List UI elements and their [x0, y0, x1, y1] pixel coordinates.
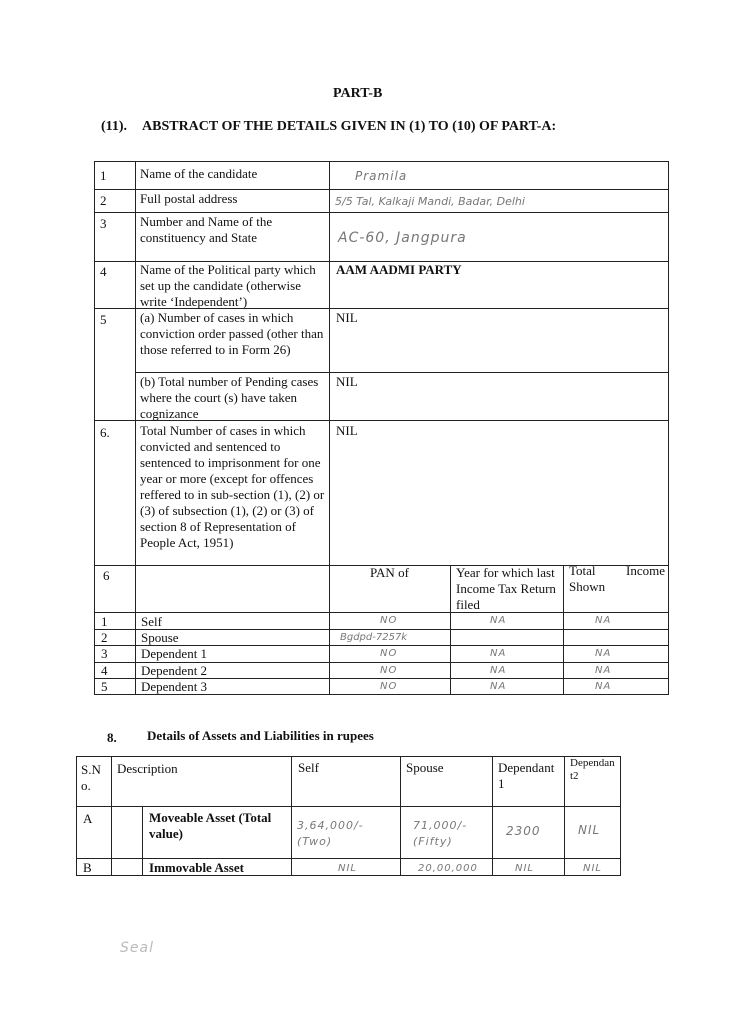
spouse-header: Spouse	[406, 760, 444, 775]
pan-value: NO	[380, 648, 398, 659]
total-income-header: Total Income Shown	[569, 563, 665, 594]
row-label: Spouse	[141, 630, 179, 645]
row-value-handwritten: AC-60, Jangpura	[338, 230, 467, 246]
row-value: NIL	[336, 310, 358, 325]
dependant1-header: Dependant 1	[498, 760, 555, 791]
sno-header: S.No.	[81, 762, 101, 793]
row-label: (b) Total number of Pending cases where the court (s) have taken cognizance	[140, 374, 319, 421]
asset-description: Moveable Asset (Total value)	[149, 810, 272, 841]
section-title: ABSTRACT OF THE DETAILS GIVEN IN (1) TO (10) OF PART-A:	[142, 119, 557, 134]
row-label: Dependent 2	[141, 663, 208, 678]
part-heading: PART-B	[333, 86, 383, 101]
row-number: 1	[100, 168, 107, 183]
row-label: Full postal address	[140, 191, 238, 206]
pan-header: PAN of	[370, 565, 409, 580]
pan-value: NO	[380, 681, 398, 692]
section-number: (11).	[101, 119, 128, 134]
itr-year-value: NA	[490, 665, 507, 676]
row-number: 2	[101, 630, 108, 645]
row-number: 1	[101, 614, 108, 629]
asset-spouse: 20,00,000	[418, 863, 478, 874]
total-income-value: NA	[595, 615, 612, 626]
asset-dependant2: NIL	[578, 823, 601, 837]
row-number: 5	[100, 312, 107, 327]
self-header: Self	[298, 760, 319, 775]
asset-self: NIL	[338, 863, 358, 874]
asset-dependant1: NIL	[515, 863, 535, 874]
row-number: 3	[100, 216, 107, 231]
row-label: Number and Name of the constituency and State	[140, 214, 273, 245]
pan-value: NO	[380, 665, 398, 676]
row-number: 6.	[100, 425, 110, 440]
row-label: Dependent 1	[141, 646, 208, 661]
row-label: (a) Number of cases in which conviction order passed (other than those referred to in Form 26)	[140, 310, 324, 357]
row-value-handwritten: Pramila	[355, 169, 408, 183]
total-income-value: NA	[595, 648, 612, 659]
pan-value: NO	[380, 615, 398, 626]
itr-year-value: NA	[490, 648, 507, 659]
row-value: NIL	[336, 423, 358, 438]
row-label: Name of the candidate	[140, 166, 258, 181]
asset-self: 3,64,000/- (Two)	[297, 819, 364, 848]
row-label: Dependent 3	[141, 679, 208, 694]
row-number: 6	[103, 568, 110, 583]
section-8-number: 8.	[107, 730, 117, 745]
itr-year-header: Year for which last Income Tax Return filed	[456, 565, 556, 612]
asset-sno: B	[83, 860, 92, 875]
asset-sno: A	[83, 811, 93, 826]
row-value-handwritten: 5/5 Tal, Kalkaji Mandi, Badar, Delhi	[335, 195, 525, 208]
itr-year-value: NA	[490, 615, 507, 626]
row-value: NIL	[336, 374, 358, 389]
row-number: 4	[101, 663, 108, 678]
pan-value: Bgdpd-7257k	[340, 632, 408, 643]
row-number: 4	[100, 264, 107, 279]
asset-dependant2: NIL	[583, 863, 603, 874]
row-number: 2	[100, 193, 107, 208]
section-8-title: Details of Assets and Liabilities in rupees	[147, 728, 374, 743]
itr-year-value: NA	[490, 681, 507, 692]
row-label: Total Number of cases in which convicted and sentenced to sentenced to imprisonment for one year or more (except for offences reffered to in sub-section (1), (2) or (3) of subsection (1), (2) or (3) of section 8 of Representation of People Act, 1951)	[140, 423, 325, 550]
stamp-mark: Seal	[120, 940, 154, 956]
total-income-value: NA	[595, 681, 612, 692]
description-header: Description	[117, 761, 178, 776]
row-label: Self	[141, 614, 162, 629]
row-number: 5	[101, 679, 108, 694]
asset-spouse: 71,000/- (Fifty)	[413, 819, 468, 848]
row-label: Name of the Political party which set up the candidate (otherwise write ‘Independent’)	[140, 262, 316, 309]
asset-description: Immovable Asset	[149, 860, 244, 875]
row-number: 3	[101, 646, 108, 661]
asset-dependant1: 2300	[506, 824, 541, 838]
dependant2-header: Dependant2	[570, 757, 615, 782]
total-income-value: NA	[595, 665, 612, 676]
party-name: AAM AADMI PARTY	[336, 262, 462, 277]
